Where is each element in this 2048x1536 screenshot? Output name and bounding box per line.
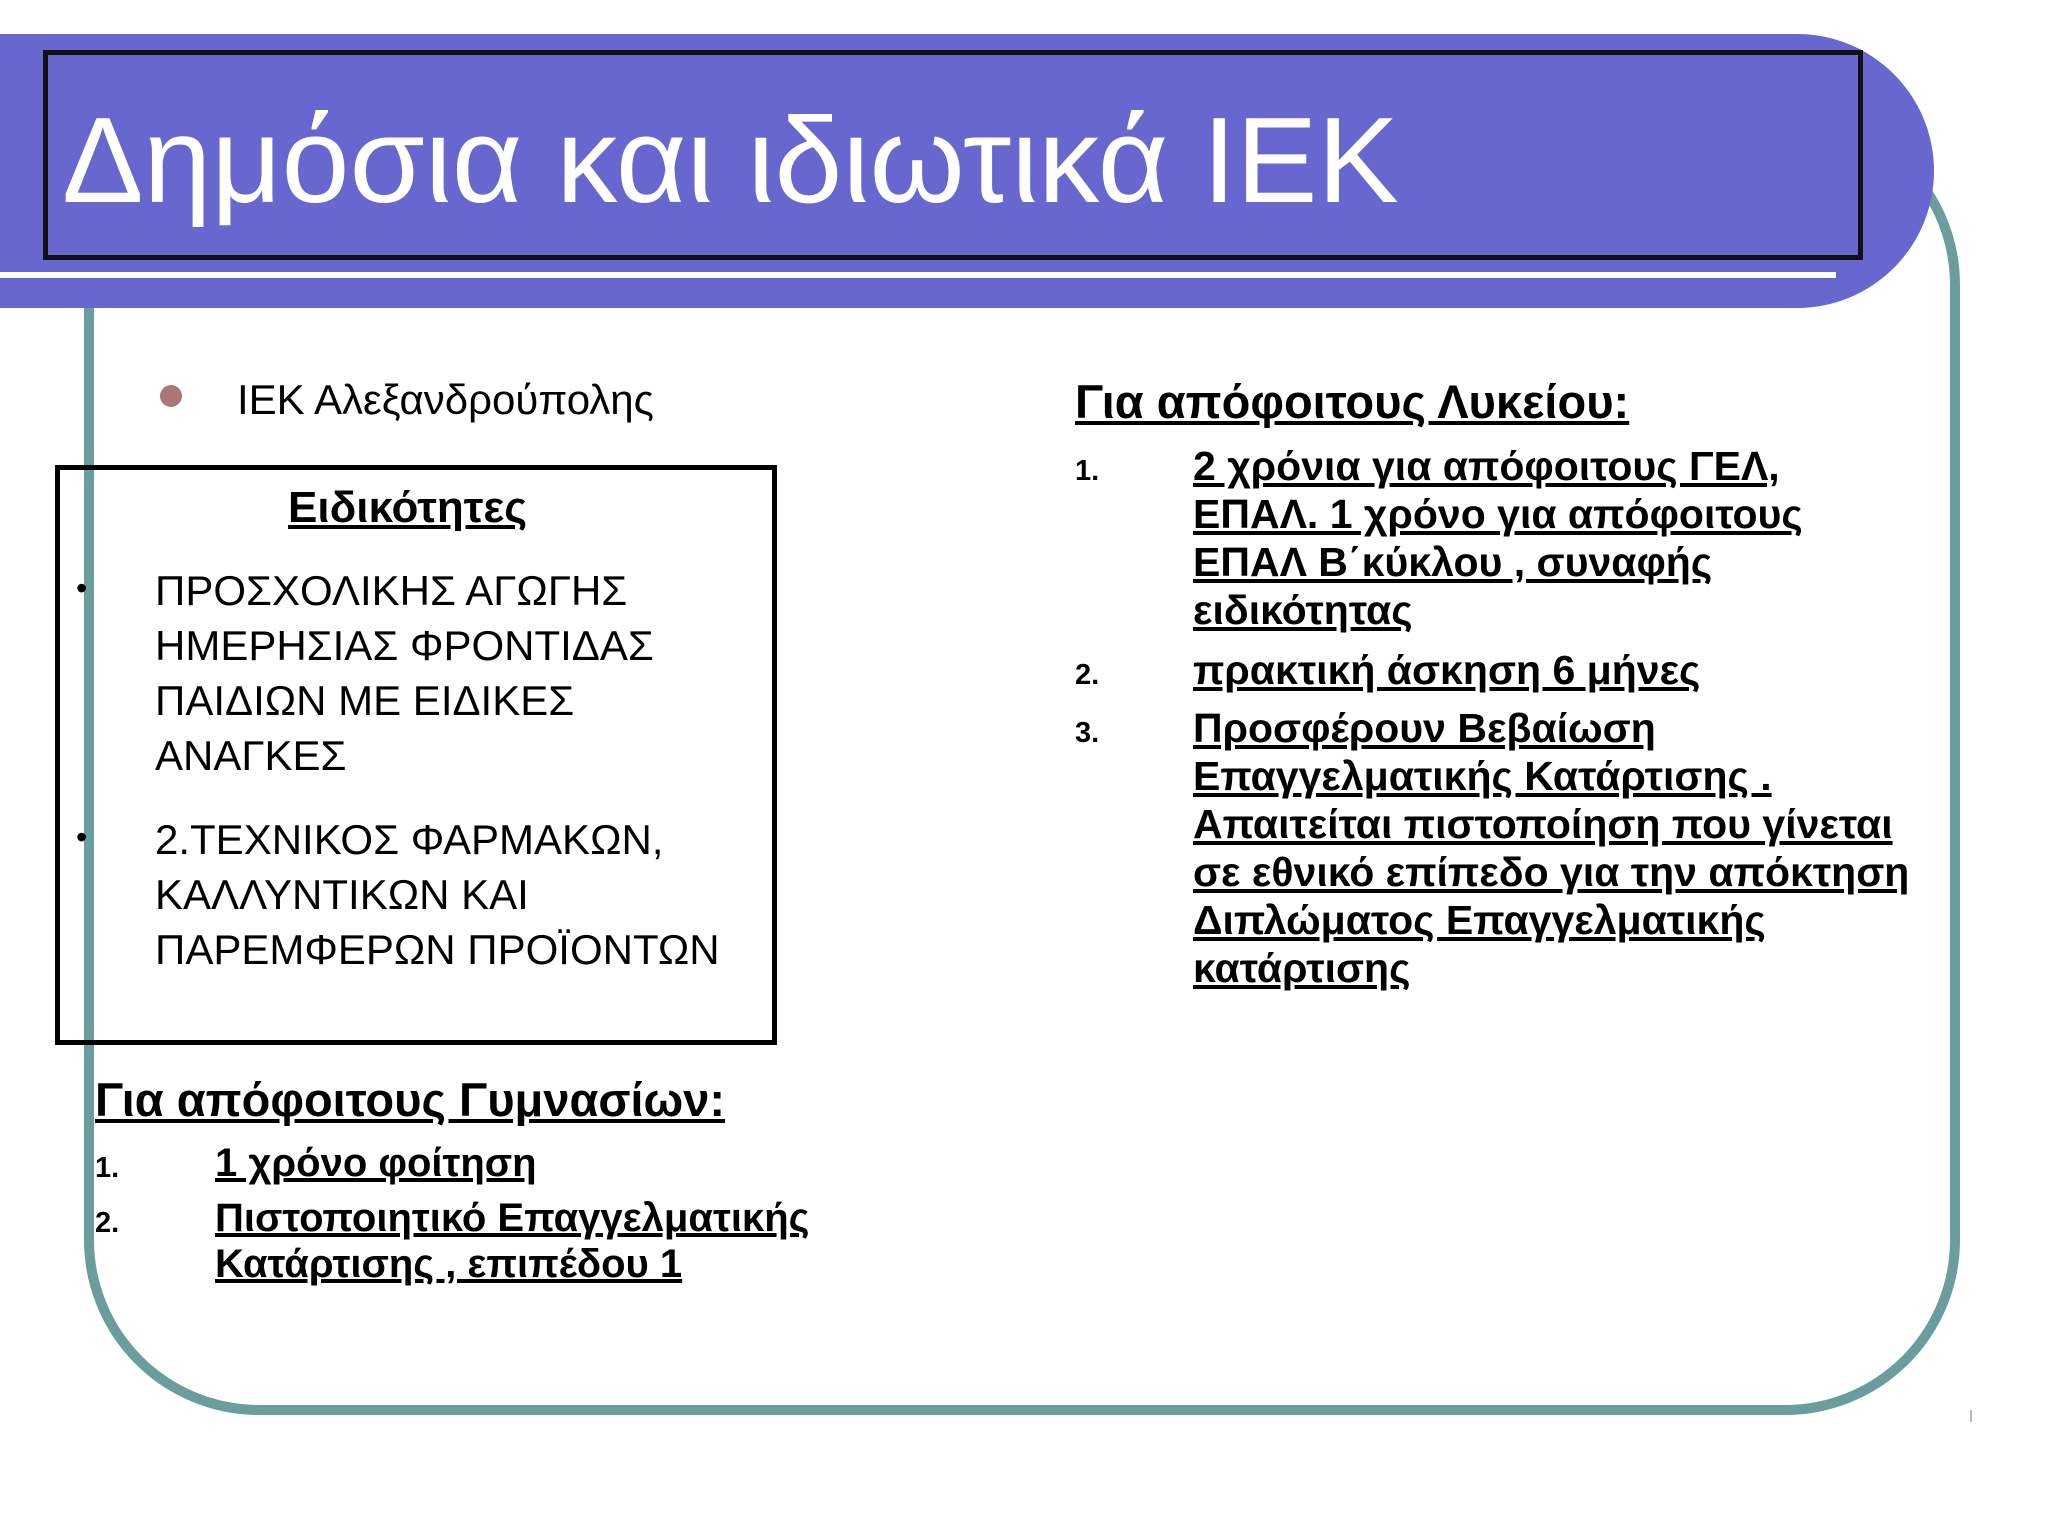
- bullet-icon: •: [76, 570, 88, 606]
- lyceum-item-2: πρακτική άσκηση 6 μήνες: [1193, 647, 1701, 693]
- lyceum-item-1-number: 1.: [1075, 455, 1100, 487]
- gymnasium-item-2: Πιστοποιητικό Επαγγελματικής Κατάρτισης , επιπέδου 1: [215, 1196, 810, 1286]
- bullet-icon: •: [76, 819, 88, 855]
- lyceum-heading: Για απόφοιτους Λυκείου:: [1075, 375, 1630, 428]
- lyceum-item-2-number: 2.: [1075, 659, 1100, 691]
- gymnasium-item-1: 1 χρόνο φοίτηση: [215, 1141, 537, 1185]
- title-divider: [0, 272, 1836, 278]
- school-name: ΙΕΚ Αλεξανδρούπολης: [237, 376, 654, 423]
- gymnasium-heading: Για απόφοιτους Γυμνασίων:: [95, 1073, 726, 1126]
- specialties-heading: Ειδικότητες: [288, 483, 528, 532]
- gymnasium-item-2-number: 2.: [95, 1207, 120, 1239]
- corner-tick: [1970, 1410, 1972, 1422]
- specialty-item-2: 2.ΤΕΧΝΙΚΟΣ ΦΑΡΜΑΚΩΝ, ΚΑΛΛΥΝΤΙΚΩΝ ΚΑΙ ΠΑΡΕΜΦΕΡΩΝ ΠΡΟΪΟΝΤΩΝ: [155, 816, 720, 973]
- lyceum-item-3: Προσφέρουν Βεβαίωση Επαγγελματικής Κατάρτισης . Απαιτείται πιστοποίηση που γίνεται σε εθνικό επίπεδο για την απόκτηση Διπλώματος Επαγγελματικής κατάρτισης: [1193, 705, 1910, 991]
- gymnasium-item-1-number: 1.: [95, 1152, 120, 1184]
- lyceum-item-1: 2 χρόνια για απόφοιτους ΓΕΛ, ΕΠΑΛ. 1 χρόνο για απόφοιτους ΕΠΑΛ Β΄κύκλου , συναφής ειδικότητας: [1193, 443, 1803, 633]
- slide-title: Δημόσια και ιδιωτικά ΙΕΚ: [62, 92, 1399, 228]
- lyceum-item-3-number: 3.: [1075, 717, 1100, 749]
- bullet-dot-icon: [160, 385, 182, 407]
- specialty-item-1: ΠΡΟΣΧΟΛΙΚΗΣ ΑΓΩΓΗΣ ΗΜΕΡΗΣΙΑΣ ΦΡΟΝΤΙΔΑΣ ΠΑΙΔΙΩΝ ΜΕ ΕΙΔΙΚΕΣ ΑΝΑΓΚΕΣ: [155, 567, 654, 779]
